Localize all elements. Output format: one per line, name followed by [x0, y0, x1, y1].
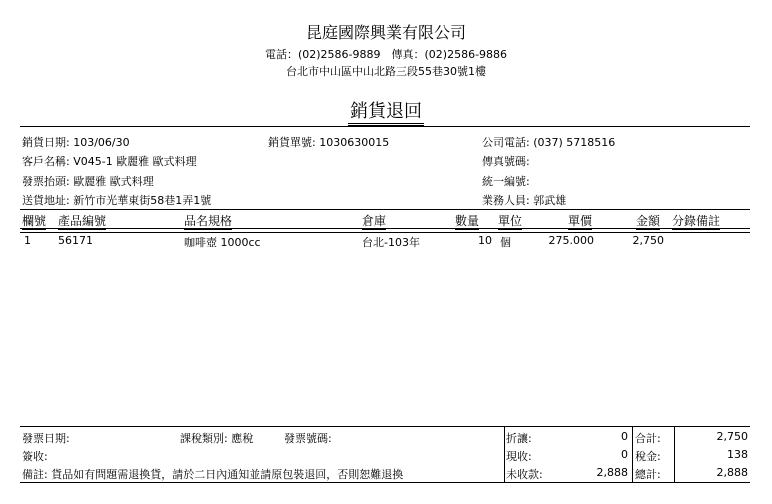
- footer-top-divider: [20, 426, 750, 427]
- col-header-note: [672, 212, 720, 229]
- row-quantity: 10: [478, 234, 492, 247]
- unpaid-label: 未收款:: [506, 468, 543, 481]
- col-header-unit-price-text: 單價: [568, 214, 593, 228]
- company-phone: 公司電話: (037) 5718516: [482, 136, 616, 149]
- invoice-date: 發票日期:: [22, 432, 70, 445]
- footer-divider-right: [674, 426, 675, 482]
- col-header-quantity: [455, 212, 479, 229]
- row-item-name: 咖啡壺 1000cc: [184, 236, 261, 249]
- table-top-divider: [20, 209, 750, 210]
- document-title-text: 銷貨退回: [348, 101, 424, 126]
- tax-id: 統一編號:: [482, 175, 530, 188]
- col-header-line-no: [22, 212, 46, 229]
- row-line-no: 1: [24, 234, 31, 247]
- row-amount: 2,750: [632, 234, 664, 247]
- fax-number: 傳真號碼:: [482, 155, 530, 168]
- row-product-code: 56171: [58, 234, 93, 247]
- col-header-amount-text: 金額: [636, 214, 661, 228]
- col-header-amount: [636, 212, 660, 229]
- cash-value: 0: [621, 448, 628, 461]
- total-value: 2,888: [716, 466, 748, 479]
- col-header-unit-text: 單位: [498, 214, 523, 228]
- total-label: 總計:: [635, 468, 661, 481]
- col-header-unit: [498, 212, 522, 229]
- footer-bottom-divider: [20, 482, 750, 483]
- company-name: 昆庭國際興業有限公司: [305, 23, 466, 42]
- customer-name: 客戶名稱: V045-1 歐麗雅 歐式料理: [22, 155, 197, 168]
- tax-value: 138: [727, 448, 748, 461]
- col-header-product-code: [58, 212, 106, 229]
- row-unit-price: 275.000: [548, 234, 594, 247]
- sales-order-number: 銷貨單號: 1030630015: [268, 136, 390, 149]
- company-contact: 電話：(02)2586-9889 傳真：(02)2586-9886: [264, 48, 508, 61]
- col-header-warehouse-text: 倉庫: [362, 214, 387, 228]
- invoice-title: 發票抬頭: 歐麗雅 歐式料理: [22, 175, 154, 188]
- salesperson: 業務人員: 郭武雄: [482, 194, 567, 207]
- cash-label: 現收:: [506, 450, 532, 463]
- subtotal-label: 合計:: [635, 432, 661, 445]
- footer-divider-middle: [632, 426, 633, 482]
- unpaid-value: 2,888: [596, 466, 628, 479]
- table-header-divider: [20, 228, 750, 233]
- col-header-unit-price: [568, 212, 592, 229]
- subtotal-value: 2,750: [716, 430, 748, 443]
- discount-label: 折讓:: [506, 432, 532, 445]
- col-header-item-name: [184, 212, 232, 229]
- col-header-note-text: 分錄備註: [672, 214, 721, 228]
- remark: 備註: 貨品如有問題需退換貨，請於二日內通知並請原包裝退回，否則恕難退換: [22, 468, 404, 481]
- tax-type: 課稅類別: 應稅: [180, 432, 254, 445]
- row-warehouse: 台北-103年: [362, 236, 420, 249]
- col-header-item-name-text: 品名規格: [184, 214, 233, 228]
- col-header-warehouse: [362, 212, 386, 229]
- col-header-quantity-text: 數量: [455, 214, 480, 228]
- document-title: [0, 97, 772, 123]
- header-divider: [20, 126, 750, 127]
- discount-value: 0: [621, 430, 628, 443]
- sign-off: 簽收:: [22, 450, 48, 463]
- tax-label: 稅金:: [635, 450, 661, 463]
- company-address: 台北市中山區中山北路三段55巷30號1樓: [286, 65, 486, 78]
- row-unit: 個: [500, 236, 511, 249]
- footer-divider-left: [504, 426, 505, 482]
- sales-date: 銷貨日期: 103/06/30: [22, 136, 130, 149]
- invoice-number: 發票號碼:: [284, 432, 332, 445]
- col-header-line-no-text: 欄號: [22, 214, 47, 228]
- col-header-product-code-text: 產品編號: [58, 214, 107, 228]
- shipping-address: 送貨地址: 新竹市光華東街58巷1弄1號: [22, 194, 212, 207]
